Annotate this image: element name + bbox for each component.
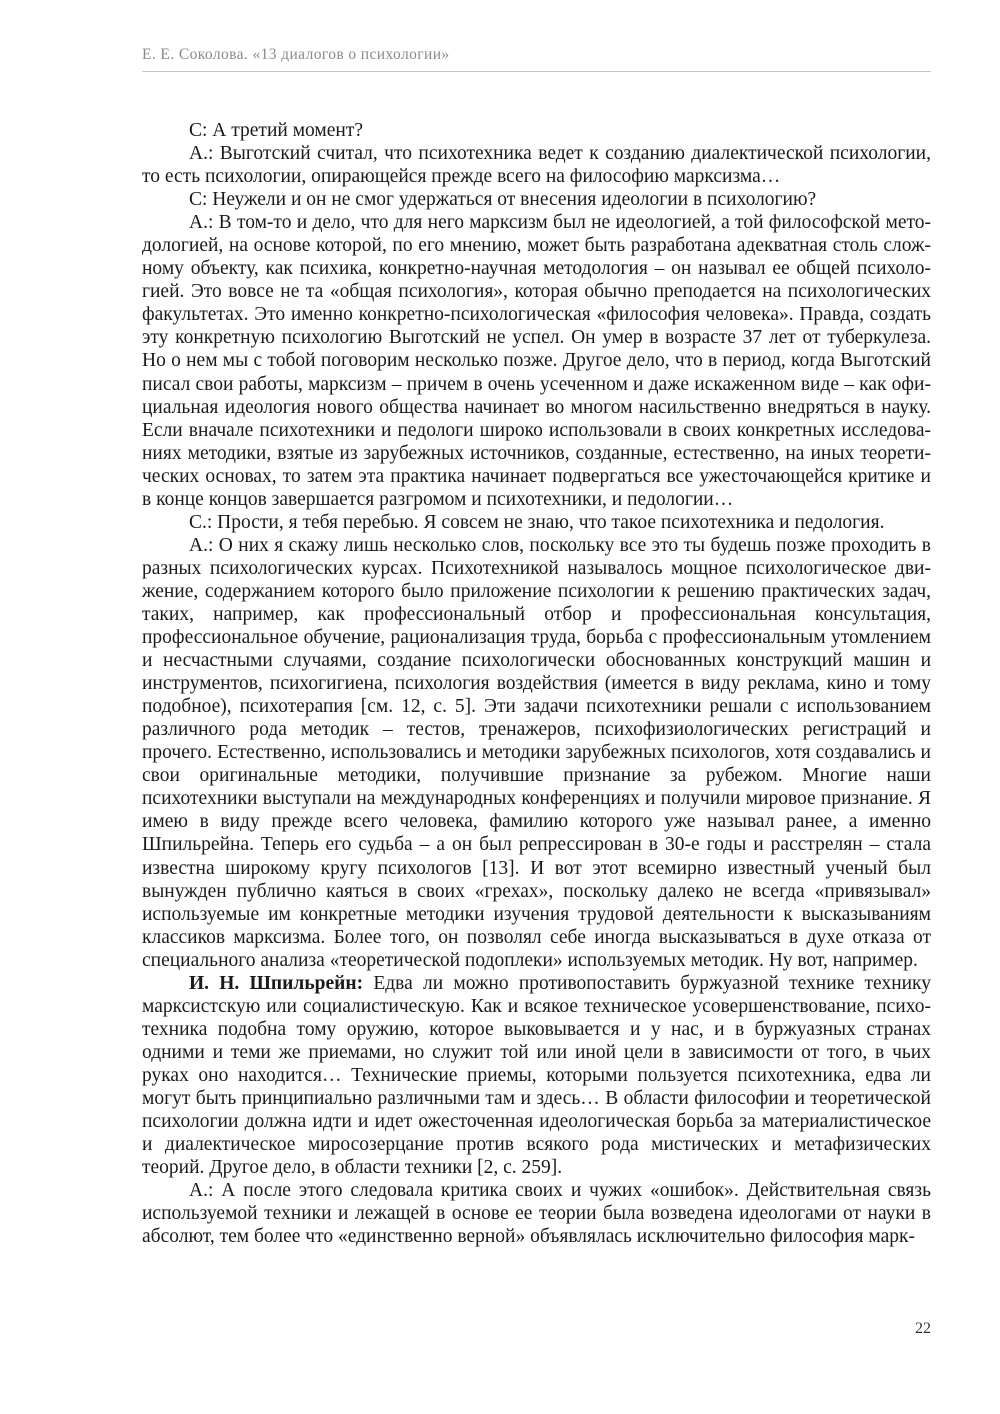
page-number: 22: [915, 1320, 931, 1337]
paragraph: А.: А после этого следовала критика своих и чужих «ошибок». Действительная связь используемой техники и лежащей в основе ее теории была возведена идеологами от науки в абсолют, тем более что «единственно верной» объявлялась исключительно философия марк-: [142, 1180, 931, 1248]
paragraph: А.: О них я скажу лишь несколько слов, поскольку все это ты будешь позже проходить в разных психологических курсах. Психотехникой называлось мощное психологическое движение, содержанием которого было приложение психологии к решению практических задач, таких, например, как профессиональный отбор и профессиональная консультация, профессиональное обучение, рационализация труда, борьба с профессиональным утомлением и несчастными случаями, создание психологически обоснованных конструкций машин и инструментов, психогигиена, психология воздействия (имеется в виду реклама, кино и тому подобное), психотерапия [см. 12, с. 5]. Эти задачи психотехники решали с использованием различного рода методик – тестов, тренажеров, психофизиологических регистраций и прочего. Естественно, использовались и методики зарубежных психологов, хотя создавались и свои оригинальные методики, получившие признание за рубежом. Многие наши психотехники выступали на международных конференциях и получили мировое признание. Я имею в виду прежде всего человека, фамилию которого уже называл ранее, а именно Шпильрейна. Теперь его судьба – а он был репрессирован в 30-е годы и расстрелян – стала известна широкому кругу психологов [13]. И вот этот всемирно известный ученый был вынужден публично каяться в своих «грехах», поскольку далеко не всегда «привязывал» используемые им конкретные методики изучения трудовой деятельности к высказываниям классиков марксизма. Более того, он позволял себе иногда высказываться в духе отказа от специального анализа «теоретической подоплеки» используемых методик. Ну вот, например.: [142, 534, 931, 971]
quote-paragraph: [142, 972, 931, 1179]
paragraph: С: А третий момент?: [189, 120, 364, 141]
running-header: Е. Е. Соколова. «13 диалогов о психологии»: [142, 46, 450, 63]
paragraph: С: Неужели и он не смог удержаться от внесения идеологии в психологию?: [189, 189, 817, 211]
quote-speaker: И. Н. Шпильрейн:: [189, 972, 364, 994]
paragraph: А.: В том-то и дело, что для него марксизм был не идеологией, а той философской методологией, на основе которой, по его мнению, может быть разработана адекватная столь сложному объекту, как психика, конкретно-научная методология – он называл ее общей психологией. Это вовсе не та «общая психология», которая обычно преподается на психологических факультетах. Это именно конкретно-психологическая «философия человека». Правда, создать эту конкретную психологию Выготский не успел. Он умер в возрасте 37 лет от туберкулеза. Но о нем мы с тобой поговорим несколько позже. Другое дело, что в период, когда Выготский писал свои работы, марксизм – причем в очень усеченном и даже искаженном виде – как официальная идеология нового общества начинает во многом насильственно внедряться в науку. Если вначале психотехники и педологи широко использовали в своих конкретных исследованиях методики, взятые из зарубежных источников, созданные, естественно, на иных теоретических основах, то затем эта практика начинает подвергаться все ужесточающейся критике и в конце концов завершается разгромом и психотехники, и педологии…: [142, 212, 931, 510]
paragraph: А.: Выготский считал, что психотехника ведет к созданию диалектической психологии, то есть психологии, опирающейся прежде всего на философию марксизма…: [142, 143, 931, 188]
paragraph: С.: Прости, я тебя перебью. Я совсем не знаю, что такое психотехника и педология.: [189, 511, 885, 533]
body-text: [142, 119, 931, 1248]
header-divider: [142, 71, 931, 72]
quote-text: Едва ли можно противопоставить буржуазной технике технику марксистскую или социалистическую. Как и всякое техническое усовершенствование, психотехника подобна тому оружию, которое выковывается и у нас, и в буржуазных странах одними и теми же приемами, но служит той или иной цели в зависимости от того, в чьих руках оно находится… Технические приемы, которыми пользуется психотехника, едва ли могут быть принципиально различными там и здесь… В области философии и теоретической психологии должна идти и идет ожесточенная идеологическая борьба за материалистическое и диалектическое миросозерцание против всякого рода мистических и метафизических теорий. Другое дело, в области техники [2, с. 259].: [142, 972, 932, 1179]
